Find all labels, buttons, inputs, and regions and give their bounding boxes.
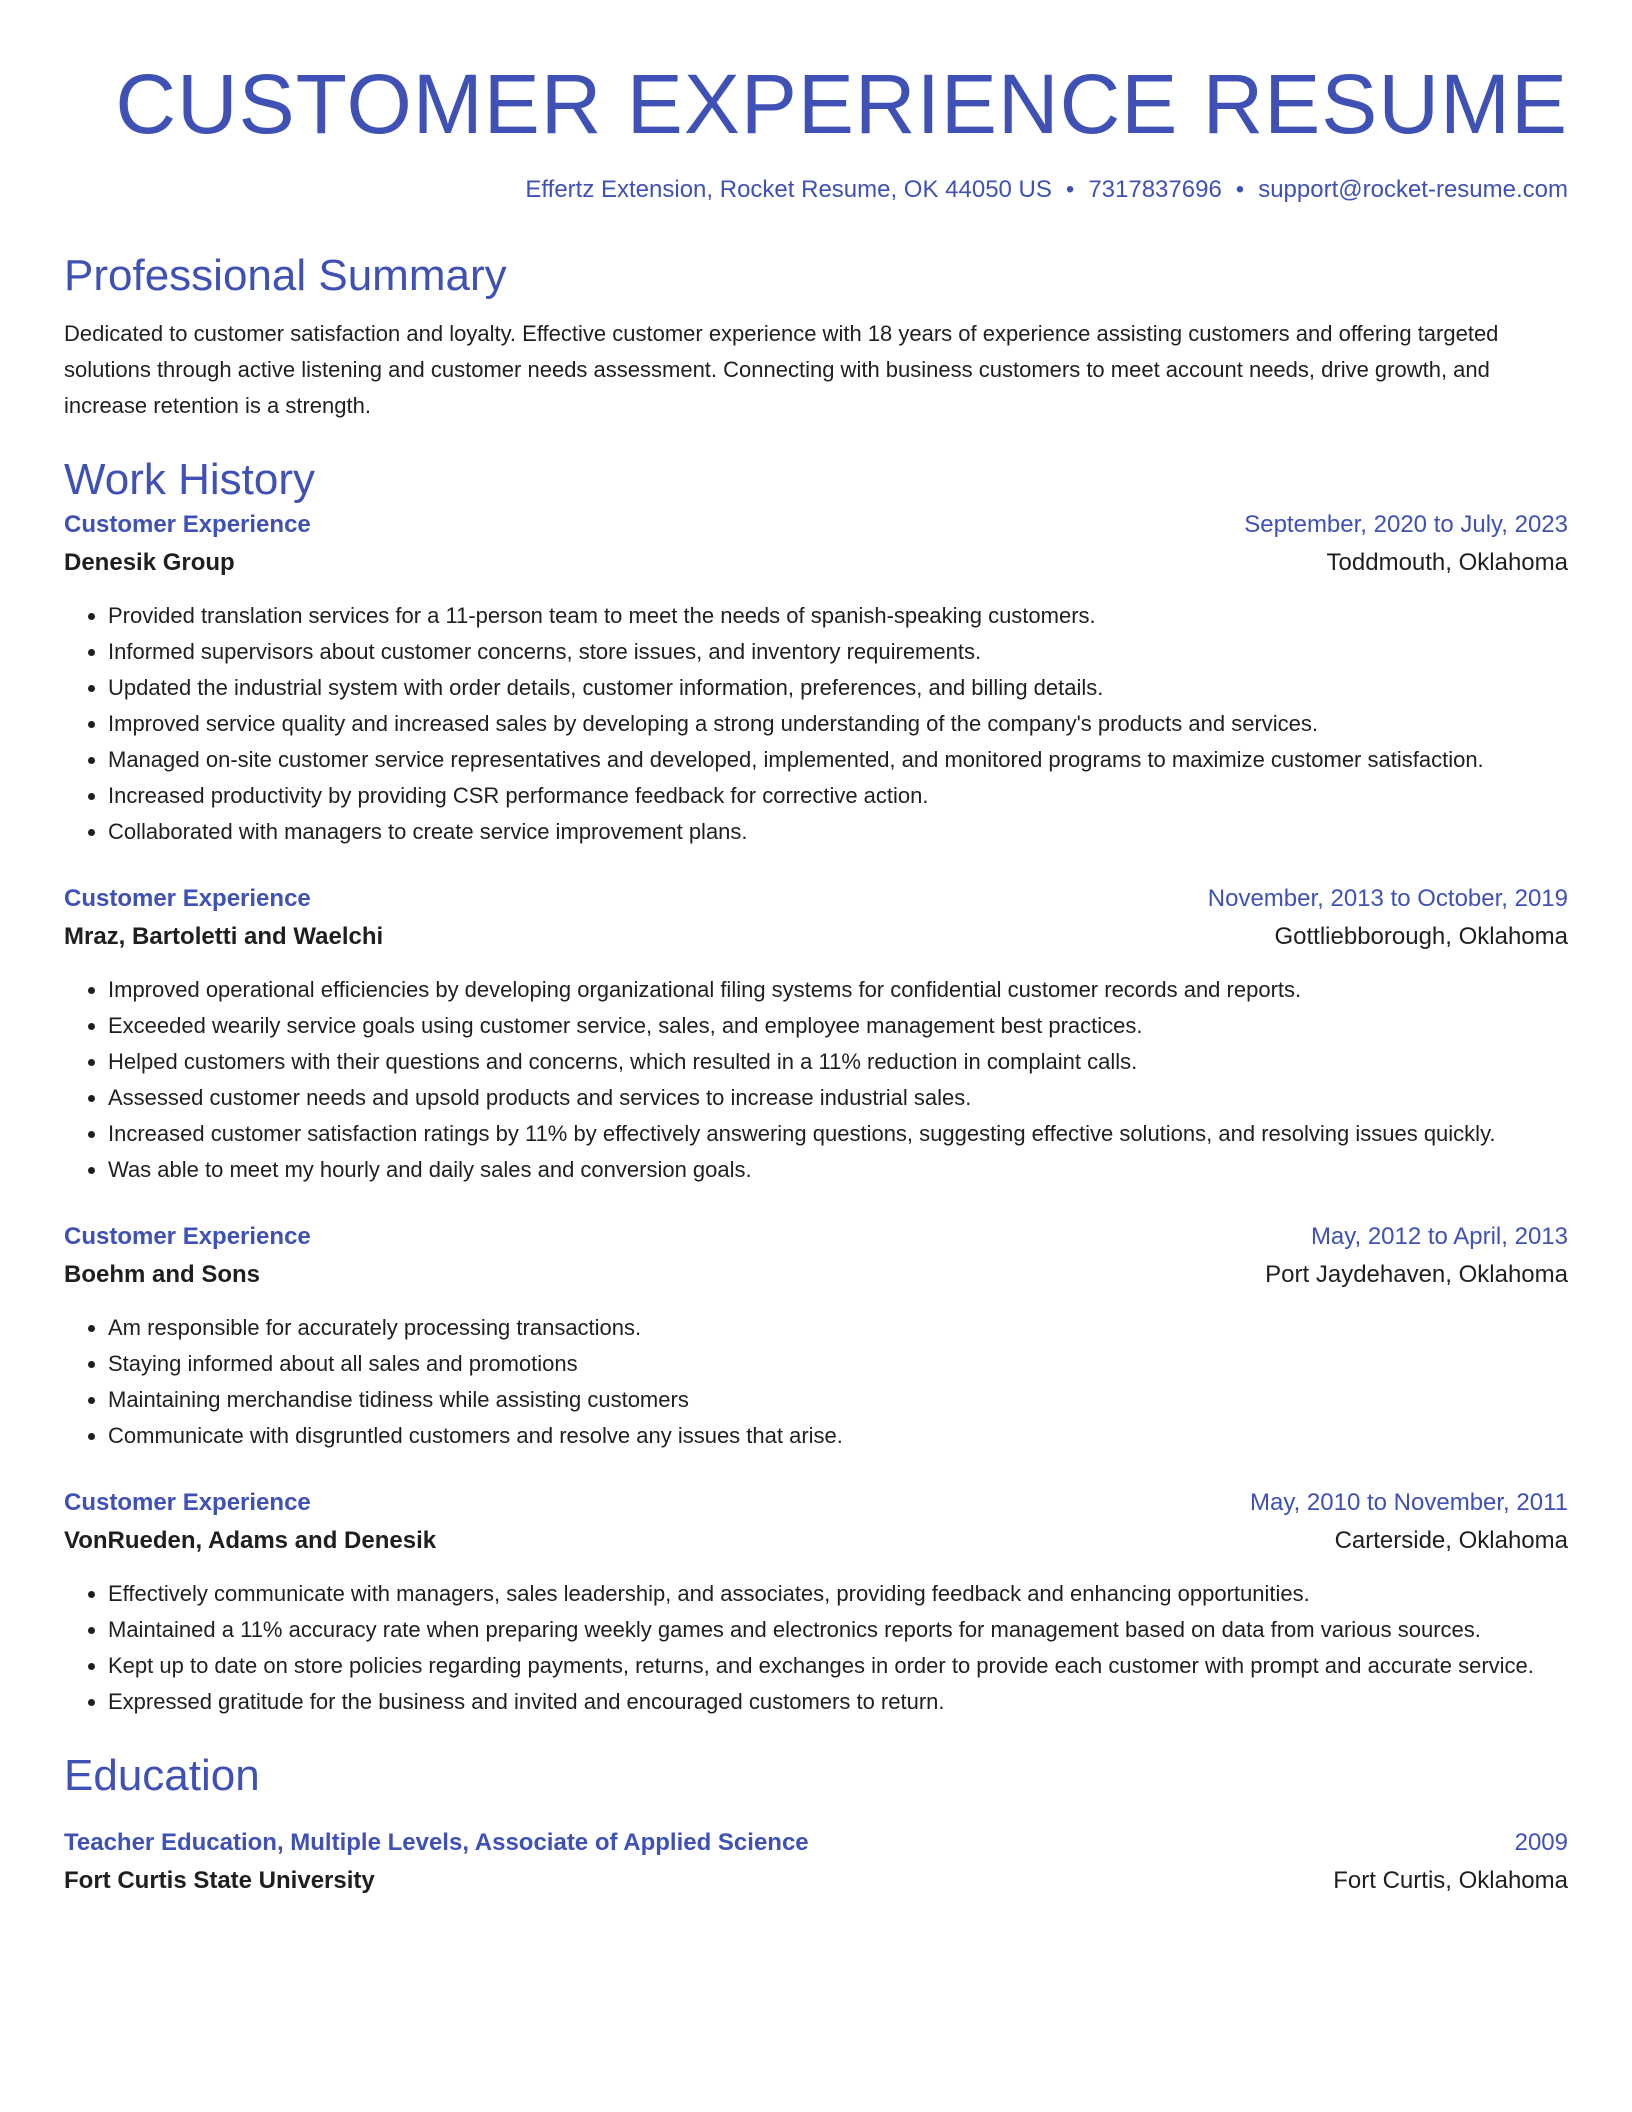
job-title: Customer Experience <box>64 1489 311 1516</box>
job-company: Denesik Group <box>64 549 235 576</box>
job-company: Mraz, Bartoletti and Waelchi <box>64 923 384 950</box>
job-entry <box>64 506 1568 850</box>
job-bullet: • Informed supervisors about customer concerns, store issues, and inventory requirements. <box>108 634 1568 670</box>
job-header-row <box>64 1218 1568 1256</box>
job-bullet: • Improved operational efficiencies by developing organizational filing systems for confidential customer records and reports. <box>108 972 1568 1008</box>
education-list <box>64 1824 1568 1900</box>
job-dates: May, 2012 to April, 2013 <box>1310 1223 1568 1250</box>
job-bullet: • Communicate with disgruntled customers and resolve any issues that arise. <box>108 1418 1568 1454</box>
job-entry <box>64 880 1568 1188</box>
job-bullet: • Improved service quality and increased sales by developing a strong understanding of the company's products and services. <box>108 706 1568 742</box>
job-bullet: • Assessed customer needs and upsold products and services to increase industrial sales. <box>108 1080 1568 1116</box>
contact-separator: • <box>1235 176 1245 203</box>
job-bullets <box>64 972 1568 1188</box>
job-title: Customer Experience <box>64 885 311 912</box>
job-bullet: • Helped customers with their questions and concerns, which resulted in a 11% reduction in complaint calls. <box>108 1044 1568 1080</box>
job-bullet: • Was able to meet my hourly and daily sales and conversion goals. <box>108 1152 1568 1188</box>
job-bullets <box>64 1576 1568 1720</box>
job-location: Toddmouth, Oklahoma <box>1326 549 1568 576</box>
contact-email: support@rocket-resume.com <box>1258 176 1568 203</box>
job-dates: September, 2020 to July, 2023 <box>1244 511 1568 538</box>
education-school-row <box>64 1862 1568 1900</box>
job-bullet: • Increased productivity by providing CSR performance feedback for corrective action. <box>108 778 1568 814</box>
education-entry <box>64 1824 1568 1900</box>
job-header-row <box>64 506 1568 544</box>
job-bullet: • Increased customer satisfaction ratings by 11% by effectively answering questions, suggesting effective solutions, and resolving issues quickly. <box>108 1116 1568 1152</box>
job-company-row <box>64 1522 1568 1560</box>
job-location: Gottliebborough, Oklahoma <box>1274 923 1568 950</box>
job-title: Customer Experience <box>64 1223 311 1250</box>
job-bullet: • Maintaining merchandise tidiness while assisting customers <box>108 1382 1568 1418</box>
job-bullet: • Exceeded wearily service goals using customer service, sales, and employee management best practices. <box>108 1008 1568 1044</box>
education-header-row <box>64 1824 1568 1862</box>
job-bullet: • Provided translation services for a 11-person team to meet the needs of spanish-speaking customers. <box>108 598 1568 634</box>
job-bullet: • Am responsible for accurately processing transactions. <box>108 1310 1568 1346</box>
summary-text: Dedicated to customer satisfaction and loyalty. Effective customer experience with 18 years of experience assisting customers and offering targeted solutions through active listening and customer needs assessment. Connecting with business customers to meet account needs, drive growth, and increase retention is a strength. <box>64 321 1499 418</box>
job-bullet: • Effectively communicate with managers, sales leadership, and associates, providing feedback and enhancing opportunities. <box>108 1576 1568 1612</box>
work-history-list <box>64 506 1568 1720</box>
job-location: Port Jaydehaven, Oklahoma <box>1265 1261 1568 1288</box>
contact-phone: 7317837696 <box>1088 176 1222 203</box>
job-header-row <box>64 1484 1568 1522</box>
job-bullets <box>64 1310 1568 1454</box>
education-degree: Teacher Education, Multiple Levels, Associate of Applied Science <box>64 1829 809 1856</box>
job-bullet: • Staying informed about all sales and promotions <box>108 1346 1568 1382</box>
education-school: Fort Curtis State University <box>64 1867 375 1894</box>
job-dates: May, 2010 to November, 2011 <box>1250 1489 1568 1516</box>
job-entry <box>64 1218 1568 1454</box>
job-company-row <box>64 918 1568 956</box>
education-location: Fort Curtis, Oklahoma <box>1333 1867 1568 1894</box>
job-company-row <box>64 1256 1568 1294</box>
job-location: Carterside, Oklahoma <box>1334 1527 1568 1554</box>
contact-address: Effertz Extension, Rocket Resume, OK 44050 US <box>525 176 1052 203</box>
job-header-row <box>64 880 1568 918</box>
contact-line <box>64 174 1568 206</box>
job-company: VonRueden, Adams and Denesik <box>64 1527 437 1554</box>
contact-separator: • <box>1065 176 1075 203</box>
job-bullet: • Collaborated with managers to create service improvement plans. <box>108 814 1568 850</box>
section-title-education: Education <box>64 1751 260 1800</box>
section-title-summary: Professional Summary <box>64 251 507 300</box>
job-dates: November, 2013 to October, 2019 <box>1207 885 1568 912</box>
job-company-row <box>64 544 1568 582</box>
job-entry <box>64 1484 1568 1720</box>
resume-title: CUSTOMER EXPERIENCE RESUME <box>115 57 1568 151</box>
job-bullet: • Updated the industrial system with order details, customer information, preferences, and billing details. <box>108 670 1568 706</box>
job-bullet: • Managed on-site customer service representatives and developed, implemented, and monitored programs to maximize customer satisfaction. <box>108 742 1568 778</box>
job-bullet: • Kept up to date on store policies regarding payments, returns, and exchanges in order to provide each customer with prompt and accurate service. <box>108 1648 1568 1684</box>
education-year: 2009 <box>1514 1829 1568 1856</box>
section-title-work-history: Work History <box>64 455 315 504</box>
job-title: Customer Experience <box>64 511 311 538</box>
job-bullets <box>64 598 1568 850</box>
job-bullet: • Maintained a 11% accuracy rate when preparing weekly games and electronics reports for management based on data from various sources. <box>108 1612 1568 1648</box>
job-bullet: • Expressed gratitude for the business and invited and encouraged customers to return. <box>108 1684 1568 1720</box>
job-company: Boehm and Sons <box>64 1261 261 1288</box>
